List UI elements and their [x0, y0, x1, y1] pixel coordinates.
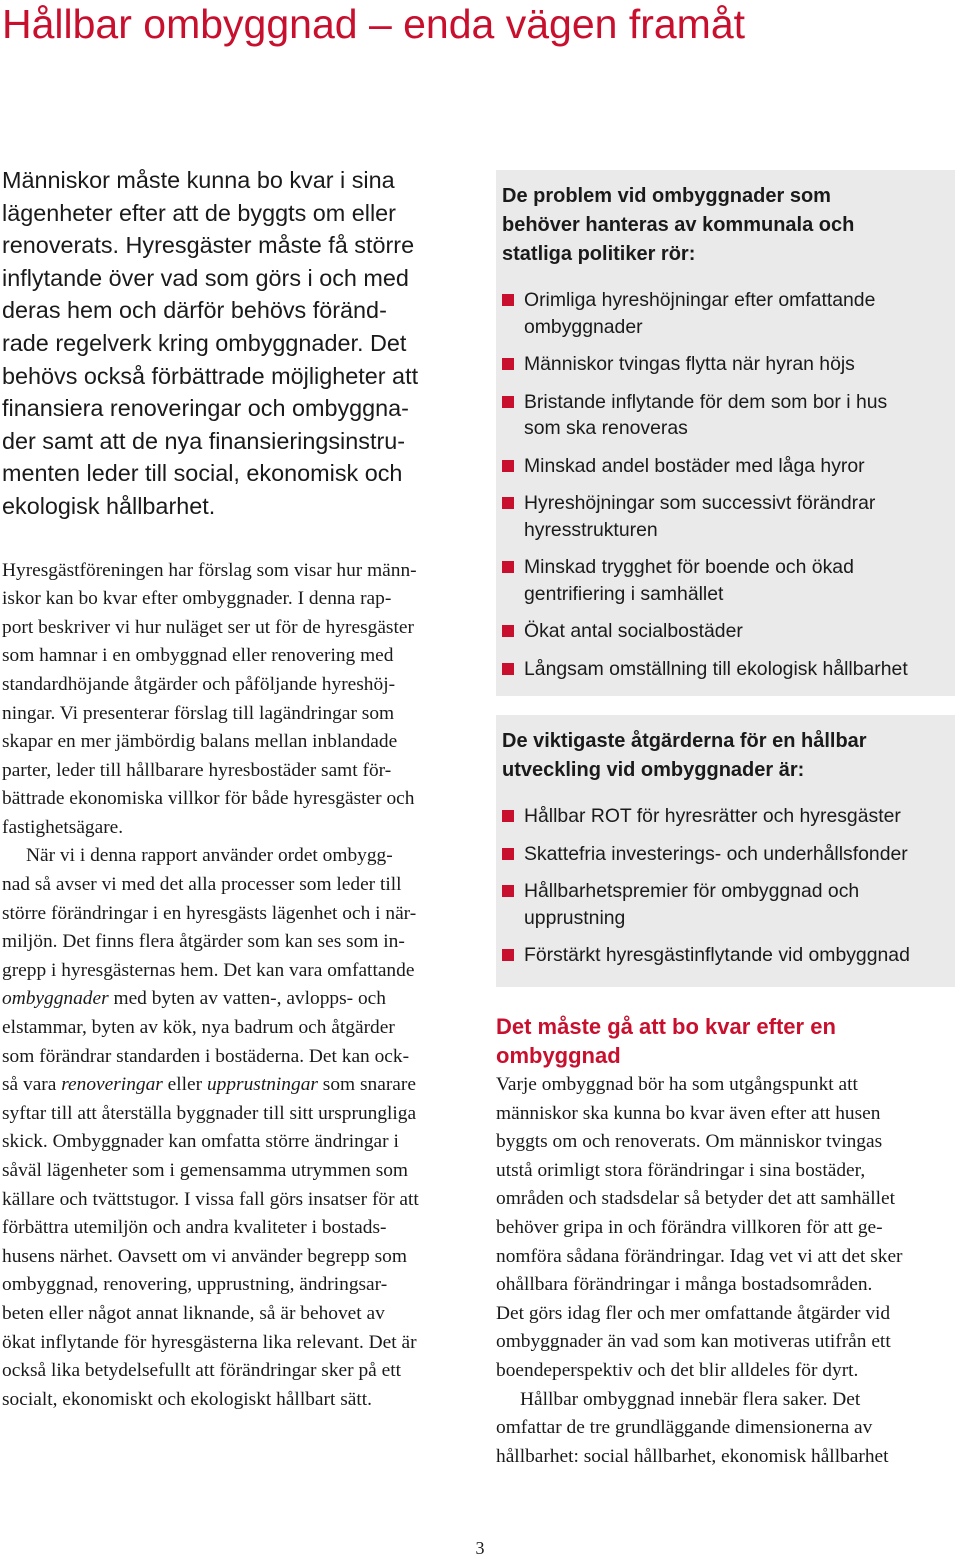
- body-line: större förändringar i en hyresgästs lägenhet och i när-: [2, 902, 417, 924]
- lead-line: menten leder till social, ekonomisk och: [2, 460, 403, 487]
- page-number: 3: [475, 1538, 485, 1558]
- measures-list: [502, 803, 949, 969]
- item-line: Hållbar ROT för hyresrätter och hyresgäster: [524, 805, 901, 827]
- body-line: ombyggnader än vad som kan motiveras utifrån ett: [496, 1331, 891, 1353]
- body-line: Det görs idag fler och mer omfattande åtgärder vid: [496, 1302, 891, 1324]
- list-item: [502, 287, 949, 340]
- list-item: [502, 618, 949, 645]
- body-line: [2, 985, 464, 1014]
- body-line: parter, leder till hållbarare hyresbostäder samt för-: [2, 759, 392, 781]
- lead-line: behövs också förbättrade möjligheter att: [2, 362, 419, 389]
- lead-line: Människor måste kunna bo kvar i sina: [2, 167, 395, 193]
- lead-line: renoverats. Hyresgäster måste få större: [2, 232, 415, 259]
- body-line: som förändrar standarden i bostäderna. Det kan ock-: [2, 1045, 410, 1067]
- term-ombyggnader: ombyggnader: [2, 988, 109, 1010]
- page-title: Hållbar ombyggnad – enda vägen framåt: [2, 1, 746, 47]
- body-line: port beskriver vi hur nuläget ser ut för de hyresgäster: [2, 616, 414, 638]
- section-paragraph-1: [496, 1071, 956, 1386]
- heading-line: Det måste gå att bo kvar efter en: [496, 1014, 836, 1039]
- measures-heading: [502, 727, 949, 785]
- list-item: [502, 841, 949, 868]
- body-line: husens närhet. Oavsett om vi använder begrepp som: [2, 1245, 407, 1267]
- problems-heading: [502, 182, 949, 269]
- heading-line: statliga politiker rör:: [502, 243, 696, 265]
- list-item: [502, 554, 949, 607]
- body-line: människor ska kunna bo kvar även efter att husen: [496, 1102, 881, 1124]
- body-line: behöver gripa in och förändra villkoren för att ge-: [496, 1216, 883, 1238]
- body-line: socialt, ekonomiskt och ekologiskt hållbart sätt.: [2, 1388, 372, 1410]
- body-line: nad så avser vi med det alla processer som leder till: [2, 874, 402, 896]
- body-paragraph-2: [2, 842, 464, 1414]
- lead-line: deras hem och därför behövs föränd-: [2, 297, 387, 324]
- heading-line: De problem vid ombyggnader som: [502, 185, 831, 207]
- item-line: Bristande inflytande för dem som bor i hus: [524, 390, 888, 413]
- body-line: ningar. Vi presenterar förslag till lagändringar som: [2, 702, 395, 724]
- lead-line: rade regelverk kring ombyggnader. Det: [2, 329, 407, 356]
- body-line: Varje ombyggnad bör ha som utgångspunkt att: [496, 1074, 858, 1095]
- lead-line: ekologisk hållbarhet.: [2, 492, 216, 519]
- body-line: Hyresgästföreningen har förslag som visar hur männ-: [2, 559, 417, 581]
- body-line: syftar till att återställa byggnader till sitt ursprungliga: [2, 1102, 417, 1124]
- item-line: Skattefria investerings- och underhållsfonder: [524, 842, 908, 865]
- body-line: förbättra utemiljön och andra kvaliteter i bostads-: [2, 1217, 387, 1239]
- body-line: miljön. Det finns flera åtgärder som kan ses som in-: [2, 931, 405, 953]
- body-line: såväl lägenheter som i gemensamma utrymmen som: [2, 1160, 409, 1181]
- body-line: iskor kan bo kvar efter ombyggnader. I denna rap-: [2, 588, 392, 610]
- square-bullet-icon: [502, 497, 514, 509]
- lead-line: inflytande över vad som görs i och med: [2, 264, 409, 291]
- item-line: Minskad andel bostäder med låga hyror: [524, 454, 865, 477]
- heading-line: De viktigaste åtgärderna för en hållbar: [502, 730, 867, 752]
- item-line: ombyggnader: [524, 315, 643, 338]
- square-bullet-icon: [502, 810, 514, 822]
- square-bullet-icon: [502, 396, 514, 408]
- list-item: [502, 453, 949, 480]
- body-line: omfattar de tre grundläggande dimensionerna av: [496, 1417, 873, 1439]
- stay-section: [496, 1012, 956, 1471]
- list-item: [502, 389, 949, 442]
- body-line: utstå orimligt stora förändringar i sina bostäder,: [496, 1159, 866, 1181]
- body-line: källare och tvättstugor. I vissa fall görs insatser för att: [2, 1188, 419, 1210]
- body-line: ombyggnad, renovering, upprustning, ändringsar-: [2, 1274, 388, 1296]
- list-item: [502, 878, 949, 931]
- lead-line: der samt att de nya finansieringsinstru-: [2, 427, 406, 454]
- body-line: standardhöjande åtgärder och påföljande hyreshöj-: [2, 673, 396, 695]
- body-paragraph-1: [2, 557, 464, 843]
- item-line: hyresstrukturen: [524, 518, 658, 541]
- problems-box: [496, 170, 955, 696]
- problems-list: [502, 287, 949, 682]
- list-item: [502, 942, 949, 969]
- body-line: grepp i hyresgästernas hem. Det kan vara omfattande: [2, 959, 415, 981]
- item-line: Långsam omställning till ekologisk hållbarhet: [524, 657, 908, 680]
- square-bullet-icon: [502, 294, 514, 306]
- lead-line: lägenheter efter att de byggts om eller: [2, 199, 396, 226]
- square-bullet-icon: [502, 663, 514, 675]
- heading-line: behöver hanteras av kommunala och: [502, 214, 855, 236]
- heading-line: utveckling vid ombyggnader är:: [502, 759, 805, 781]
- lead-line: finansiera renoveringar och ombyggna-: [2, 395, 409, 422]
- body-line: bättrade ekonomiska villkor för både hyresgäster och: [2, 788, 415, 810]
- body-text: som snarare: [317, 1074, 416, 1096]
- item-line: Minskad trygghet för boende och ökad: [524, 556, 854, 578]
- body-line: skapar en mer jämbördig balans mellan inblandade: [2, 731, 398, 753]
- section-heading: [496, 1012, 956, 1070]
- body-text: med byten av vatten-, avlopps- och: [108, 988, 386, 1010]
- list-item: [502, 656, 949, 683]
- item-line: Ökat antal socialbostäder: [524, 620, 743, 642]
- body-line: fastighetsägare.: [2, 816, 124, 838]
- body-line: ohållbara förändringar i många bostadsområden.: [496, 1274, 873, 1296]
- body-line: byggts om och renoverats. Om människor tvingas: [496, 1131, 883, 1153]
- body-line: boendeperspektiv och det blir alldeles för dyrt.: [496, 1359, 859, 1381]
- body-line: [2, 1071, 464, 1100]
- term-renoveringar: renoveringar: [61, 1074, 163, 1096]
- body-line: hållbarhet: social hållbarhet, ekonomisk hållbarhet: [496, 1445, 889, 1467]
- body-line: nomföra sådana förändringar. Idag vet vi att det sker: [496, 1245, 903, 1267]
- item-line: Förstärkt hyresgästinflytande vid ombyggnad: [524, 944, 910, 966]
- square-bullet-icon: [502, 561, 514, 573]
- body-line: elstammar, byten av kök, nya badrum och åtgärder: [2, 1017, 395, 1039]
- body-line: När vi i denna rapport använder ordet ombygg-: [26, 845, 393, 867]
- body-line: ökat inflytande för hyresgästerna lika relevant. Det är: [2, 1331, 417, 1353]
- square-bullet-icon: [502, 460, 514, 472]
- square-bullet-icon: [502, 949, 514, 961]
- lead-paragraph: [2, 164, 464, 523]
- body-line: som hamnar i en ombyggnad eller renovering med: [2, 645, 394, 667]
- body-line: Hållbar ombyggnad innebär flera saker. Det: [520, 1388, 861, 1410]
- item-line: Hyreshöjningar som successivt förändrar: [524, 492, 876, 514]
- body-text: så vara: [2, 1074, 62, 1096]
- item-line: gentrifiering i samhället: [524, 582, 724, 605]
- item-line: som ska renoveras: [524, 417, 688, 439]
- body-line: skick. Ombyggnader kan omfatta större ändringar i: [2, 1131, 399, 1153]
- body-line: också lika betydelsefullt att förändringar sker på ett: [2, 1360, 401, 1382]
- item-line: Hållbarhetspremier för ombyggnad och: [524, 880, 860, 902]
- item-line: Orimliga hyreshöjningar efter omfattande: [524, 289, 876, 311]
- square-bullet-icon: [502, 358, 514, 370]
- left-column: [2, 164, 464, 1414]
- body-line: områden och stadsdelar så betyder det att samhället: [496, 1188, 895, 1210]
- measures-box: [496, 715, 955, 987]
- section-paragraph-2: [496, 1386, 956, 1472]
- item-line: upprustning: [524, 906, 626, 929]
- list-item: [502, 803, 949, 830]
- heading-line: ombyggnad: [496, 1043, 621, 1068]
- term-upprustningar: upprustningar: [206, 1074, 318, 1096]
- body-text: eller: [162, 1074, 207, 1096]
- square-bullet-icon: [502, 625, 514, 637]
- list-item: [502, 490, 949, 543]
- item-line: Människor tvingas flytta när hyran höjs: [524, 353, 855, 375]
- list-item: [502, 351, 949, 378]
- square-bullet-icon: [502, 885, 514, 897]
- body-line: beten eller något annat liknande, så är behovet av: [2, 1302, 385, 1324]
- square-bullet-icon: [502, 848, 514, 860]
